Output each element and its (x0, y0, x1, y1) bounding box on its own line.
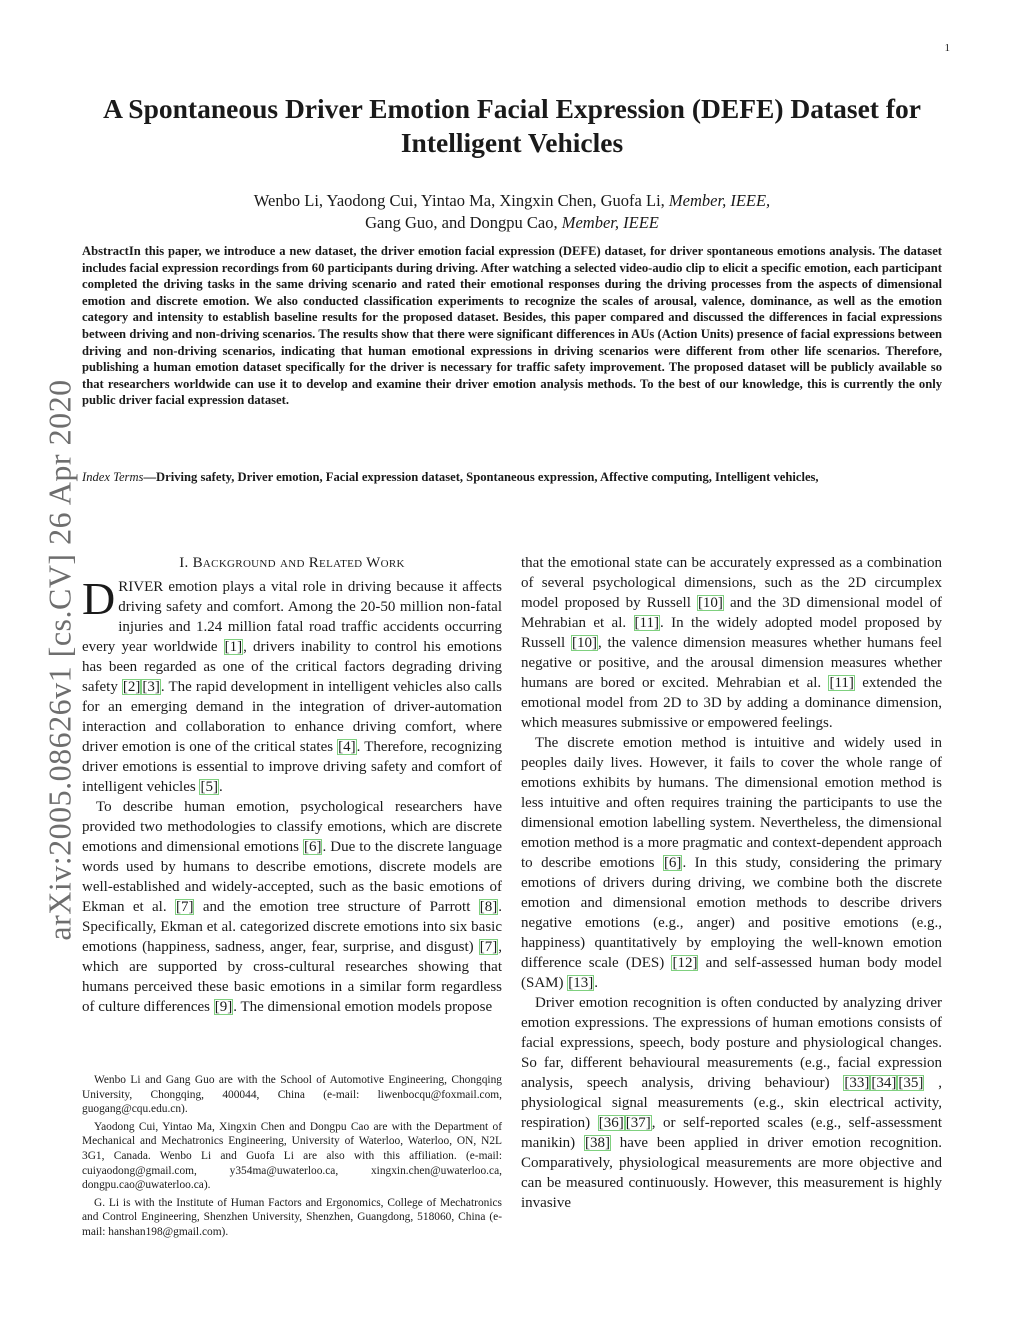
citation-link[interactable]: [10] (697, 595, 723, 611)
text-run: RIVER emotion plays a vital role in driving because it affects driving safety and comfort. Among the 20-50 million non-fatal injuries and 1.24 million fatal road traffic accidents occurring every year worldwide (82, 579, 502, 655)
footnotes (82, 1073, 502, 1243)
text-run: , or self-reported scales (e.g., self-assessment manikin) (521, 1115, 942, 1151)
citation-link[interactable]: [37] (625, 1115, 651, 1131)
citation-link[interactable]: [6] (663, 855, 682, 871)
citation-link[interactable]: [38] (584, 1135, 610, 1151)
paragraph (521, 553, 942, 733)
left-column (82, 553, 502, 1017)
text-run: that the emotional state can be accurately expressed as a combination of several psychological dimensions, such as the 2D circumplex model proposed by Russell (521, 555, 942, 611)
author-affil-2: Member, IEEE (561, 213, 659, 232)
paragraph (521, 733, 942, 993)
abstract-text: In this paper, we introduce a new dataset, the driver emotion facial expression (DEFE) dataset, for driver spontaneous emotions analysis. The dataset includes facial expression recordings from 60 participants during driving. After watching a selected video-audio clip to elicit a specific emotion, each participant completed the driving tasks in the same driving scenario and rated their emotional responses during the driving processes from the aspects of dimensional emotion and discrete emotion. We also conducted classification experiments to recognize the scales of arousal, valence, dominance, as well as the emotion category and intensity to establish baseline results for the proposed dataset. Besides, this paper compared and discussed the differences in facial expressions between driving and non-driving scenarios. The results show that there were significant differences in AUs (Action Units) presence of facial expressions between driving and non-driving scenarios, indicating that human emotional expressions in driving scenarios were different from other life scenarios. Therefore, publishing a human emotion dataset specifically for the driver is necessary for traffic safety improvement. The proposed dataset will be publicly available so that researchers worldwide can use it to develop and examine their driver emotion analysis methods. To the best of our knowledge, this is currently the only public driver facial expression dataset. (82, 244, 942, 408)
citation-link[interactable]: [11] (829, 675, 854, 691)
citation-link[interactable]: [11] (634, 615, 659, 631)
citation-link[interactable]: [35] (898, 1075, 924, 1091)
footnote: Yaodong Cui, Yintao Ma, Xingxin Chen and Dongpu Cao are with the Department of Mechanical and Mechatronics Engineering, University of Waterloo, Waterloo, ON, N2L 3G1, Canada. Wenbo Li and Guofa Li are also with this affiliation. (e-mail: cuiyaodong@gmail.com, y354ma@uwaterloo.ca, xingxin.chen@uwaterloo.ca, dongpu.cao@uwaterloo.ca). (82, 1120, 502, 1192)
citation-link[interactable]: [10] (571, 635, 597, 651)
citation-link[interactable]: [7] (175, 899, 194, 915)
text-run: . Therefore, recognizing driver emotions is essential to improve driving safety and comfort of intelligent vehicles (82, 739, 503, 795)
index-terms-text: Driving safety, Driver emotion, Facial expression dataset, Spontaneous expression, Affective computing, Intelligent vehicles, (156, 470, 819, 484)
text-run: have been applied in driver emotion recognition. Comparatively, physiological measurements are more objective and can be measured continuously. However, this measurement is highly invasive (521, 1135, 942, 1211)
citation-link[interactable]: [4] (338, 739, 356, 755)
text-run: extended the emotional model from 2D to 3D by adding a dominance dimension, which measures submissive or empowered feelings. (521, 675, 942, 731)
author-line-1 (90, 190, 934, 212)
abstract-label: Abstract (82, 244, 129, 258)
author-list (90, 190, 934, 234)
text-run: . (218, 779, 223, 795)
footnote: G. Li is with the Institute of Human Factors and Ergonomics, College of Mechatronics and Control Engineering, Shenzhen University, Shenzhen, Guangdong, 518060, China (e-mail: hanshan198@gmail.com). (82, 1196, 502, 1238)
citation-link[interactable]: [6] (303, 839, 322, 855)
arxiv-stamp-text: arXiv:2005.08626v1 [cs.CV] 26 Apr 2020 (41, 379, 78, 941)
author-line-2 (90, 212, 934, 234)
section-heading: I. Background and Related Work (179, 555, 405, 571)
text-run: , physiological signal measurements (e.g., skin electrical activity, respiration) (521, 1075, 943, 1131)
text-run: . The rapid development in intelligent vehicles also calls for an emerging demand in the integration of driver-automation interaction and collaboration to enhance driving comfort, where driver emotion is one of the critical states (82, 679, 502, 755)
author-affil-1: Member, IEEE, (668, 191, 771, 210)
citation-link[interactable]: [2] (122, 679, 141, 695)
paragraph (82, 797, 502, 1017)
author-names-2: Gang Guo, and Dongpu Cao, (365, 213, 558, 232)
text-run: . In this study, considering the primary emotions of drivers during driving, we combine both the discrete emotion and dimensional emotion methods to describe drivers negative emotions (e.g., anger) and positive emotions (e.g., happiness) quantitatively by employing the well-known emotion difference scale (DES) (521, 855, 942, 971)
citation-link[interactable]: [8] (479, 899, 498, 915)
index-terms: Index Terms—Driving safety, Driver emotion, Facial expression dataset, Spontaneous expression, Affective computing, Intelligent vehicles, (82, 470, 819, 484)
paragraph (521, 993, 942, 1213)
text-run: , drivers inability to control his emotions has been regarded as one of the critical factors degrading driving safety (82, 639, 502, 695)
citation-link[interactable]: [7] (479, 939, 498, 955)
citation-link[interactable]: [33] (844, 1075, 870, 1091)
citation-link[interactable]: [13] (568, 975, 594, 991)
text-run: , which are supported by cross-cultural researches showing that humans perceived these basic emotions in a similar form regardless of culture differences (82, 939, 502, 1015)
text-run: Driver emotion recognition is often conducted by analyzing driver emotion expressions. The expressions of human emotions consists of facial expressions, speech, body posture and physiological changes. So far, different behavioural measurements (e.g., facial expression analysis, speech analysis, driving behaviour) (521, 995, 942, 1091)
paragraph (82, 573, 503, 797)
text-run: . In the widely adopted model proposed by Russell (521, 615, 942, 651)
drop-cap: D (82, 573, 116, 624)
text-run: . (594, 975, 599, 991)
citation-link[interactable]: [1] (224, 639, 243, 655)
text-run: The discrete emotion method is intuitive and widely used in peoples daily lives. However, it fails to cover the whole range of emotions exhibits by humans. The dimensional emotion method is less intuitive and often requires training the participants to use the dimensional emotion labelling system. Nevertheless, the dimensional emotion method is a more pragmatic and context-dependent approach to describe emotions (521, 735, 942, 871)
right-column (521, 553, 942, 1213)
page-number: 1 (944, 42, 950, 54)
text-run: . The dimensional emotion models propose (233, 999, 493, 1015)
text-run: and self-assessed human body model (SAM) (521, 955, 942, 991)
text-run: . Due to the discrete language words used by humans to describe emotions, discrete models are well-established and widely-accepted, such as the basic emotions of Ekman et al. (82, 839, 502, 915)
author-names-1: Wenbo Li, Yaodong Cui, Yintao Ma, Xingxin Chen, Guofa Li, (253, 191, 665, 210)
abstract (82, 243, 942, 409)
text-run: To describe human emotion, psychological researchers have provided two methodologies to classify emotions, which are discrete emotions and dimensional emotions (82, 799, 502, 855)
index-terms-label: Index Terms (82, 470, 144, 484)
text-run: and the emotion tree structure of Parrott (194, 899, 479, 915)
text-run: , the valence dimension measures whether humans feel negative or positive, and the arousal dimension measures whether humans are bored or excited. Mehrabian et al. (521, 635, 942, 691)
footnote: Wenbo Li and Gang Guo are with the School of Automotive Engineering, Chongqing University, Chongqing, 400044, China (e-mail: liwenbocqu@foxmail.com, guogang@cqu.edu.cn). (82, 1074, 502, 1116)
citation-link[interactable]: [34] (871, 1075, 897, 1091)
paper-title: A Spontaneous Driver Emotion Facial Expression (DEFE) Dataset for Intelligent Vehicles (103, 93, 921, 158)
citation-link[interactable]: [12] (672, 955, 698, 971)
citation-link[interactable]: [9] (214, 999, 233, 1015)
text-run: and the 3D dimensional model of Mehrabian et al. (521, 595, 942, 631)
citation-link[interactable]: [3] (142, 679, 160, 695)
citation-link[interactable]: [36] (598, 1115, 624, 1131)
text-run: . Specifically, Ekman et al. categorized discrete emotions into six basic emotions (happiness, sadness, anger, fear, surprise, and disgust) (82, 899, 503, 955)
citation-link[interactable]: [5] (200, 779, 218, 795)
